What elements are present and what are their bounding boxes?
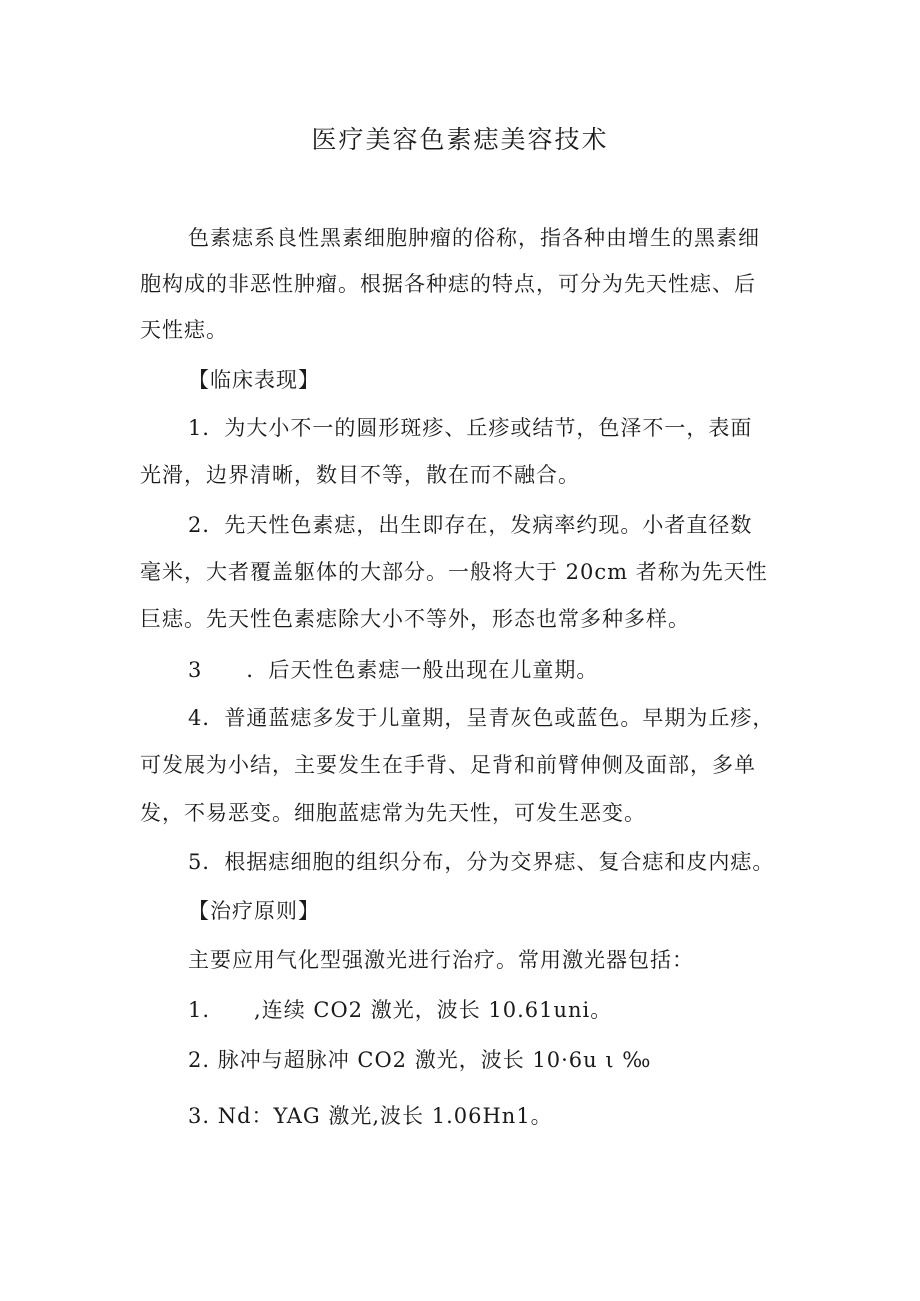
paragraph-line: 色素痣系良性黑素细胞肿瘤的俗称，指各种由增生的黑素细	[188, 226, 760, 250]
section-heading-treatment: 【治疗原则】	[188, 899, 320, 923]
list-item-line: 1．为大小不一的圆形斑疹、丘疹或结节，色泽不一，表面	[188, 416, 753, 440]
list-item-line: 4．普通蓝痣多发于儿童期，呈青灰色或蓝色。早期为丘疹，	[188, 706, 775, 730]
list-item-line: 毫米，大者覆盖躯体的大部分。一般将大于 20cm 者称为先天性	[140, 560, 768, 584]
section-heading-clinical: 【临床表现】	[188, 368, 320, 392]
laser-list-item: 1. ,连续 CO2 激光，波长 10.61uni。	[188, 998, 613, 1022]
list-item-line: 发，不易恶变。细胞蓝痣常为先天性，可发生恶变。	[140, 801, 646, 825]
list-item-line: 巨痣。先天性色素痣除大小不等外，形态也常多种多样。	[140, 607, 690, 631]
paragraph-line: 主要应用气化型强激光进行治疗。常用激光器包括：	[188, 948, 694, 972]
list-item-line: 5．根据痣细胞的组织分布，分为交界痣、复合痣和皮内痣。	[188, 850, 775, 874]
list-item-line: 光滑，边界清晰，数目不等，散在而不融合。	[140, 463, 580, 487]
list-item-line: 2．先天性色素痣，出生即存在，发病率约现。小者直径数	[188, 513, 753, 537]
list-item-line: 3 ．后天性色素痣一般出现在儿童期。	[188, 658, 599, 682]
list-item-line: 可发展为小结，主要发生在手背、足背和前臂伸侧及面部，多单	[140, 753, 756, 777]
laser-list-item: 3. Nd：YAG 激光,波长 1.06Hn1。	[188, 1104, 553, 1128]
paragraph-line: 胞构成的非恶性肿瘤。根据各种痣的特点，可分为先天性痣、后	[140, 272, 756, 296]
laser-list-item: 2. 脉冲与超脉冲 CO2 激光，波长 10·6u ι ‰	[188, 1048, 652, 1072]
paragraph-line: 天性痣。	[140, 318, 228, 342]
document-title: 医疗美容色素痣美容技术	[311, 125, 609, 154]
